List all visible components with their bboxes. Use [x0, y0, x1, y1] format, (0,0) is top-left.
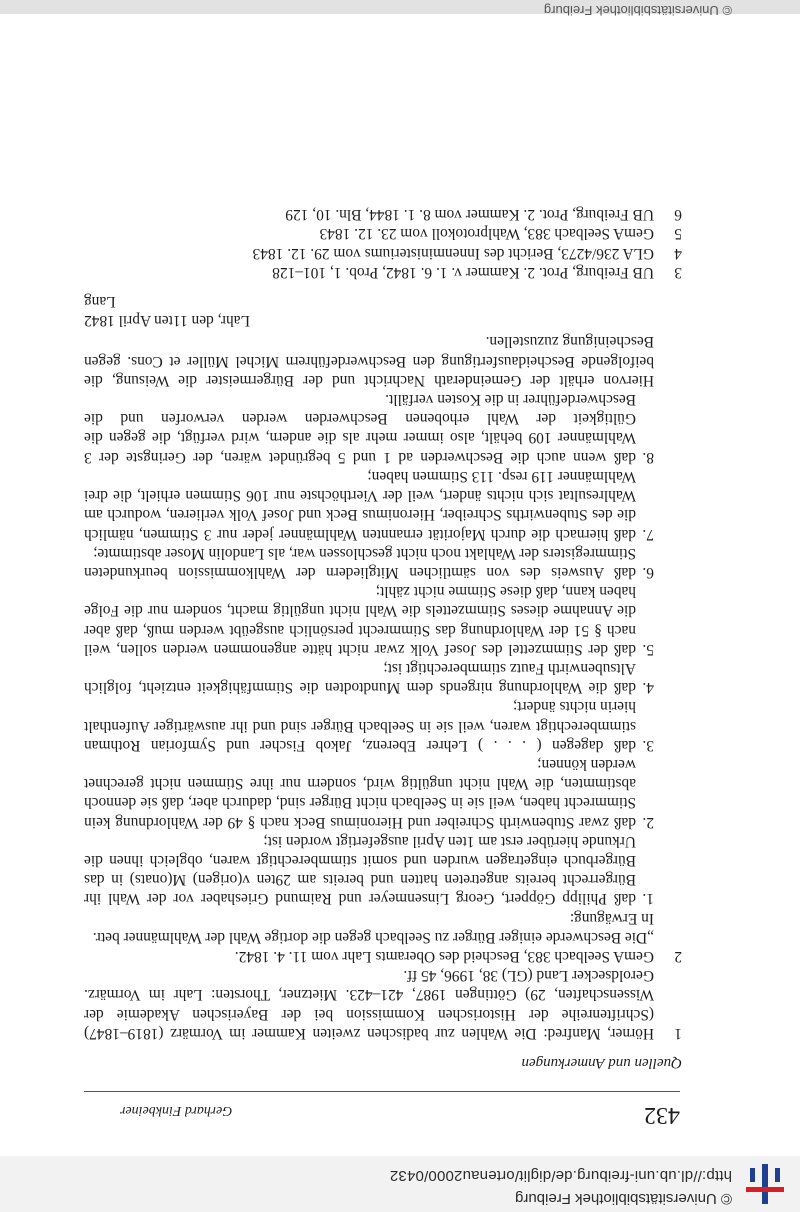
item-text: daß Philipp Göppert, Georg Linsenmeyer und Raimund Grieshaber vor der Wahl ihr Bürgerrecht bereits angetreten hatten und bereits am 29ten v(origen) M(onats) in das Bürgerbuch eingetragen wurden und somit stimmberechtigt waren, obgleich ihnen die Urkunde hierüber erst am 1ten April ausgefertigt worden ist; [84, 832, 636, 908]
note-5 [84, 224, 682, 243]
notes-body [84, 205, 682, 1072]
page-number: 432 [644, 1102, 680, 1128]
list-item [84, 390, 654, 467]
list-item [84, 467, 654, 544]
note-number: 3 [674, 263, 682, 281]
item-text: daß hiernach die durch Majorität ernannten Wahlmänner jeder nur 3 Stimmen, nämlich die des Stubenwirths Schreiber, Hieronimus Beck und Josef Volk verlieren, wodurch am Wahlresultat sich nichts ändert, weil der Vierthöchste nur 106 Stimmen erhielt, die drei Wahlmänner 119 resp. 113 Stimmen haben; [84, 467, 636, 543]
note-text: Hörner, Manfred: Die Wahlen zur badischen zweiten Kammer im Vormärz (1819–1847) (Schriftenreihe der Historischen Kommission bei der Bayerischen Akademie der Wissenschaften, 29) Göttingen 1987, 421–423. Mietzner, Thorsten: Lahr im Vormärz. Geroldsecker Land (GL) 38, 1996, 45 ff. [84, 967, 654, 1042]
item-text: daß die Wahlordnung nirgends dem Mundtodten die Stimmfähigkeit entzieht, folglich Altsubenwirth Fautz stimmberechtigt ist; [84, 659, 636, 697]
note-text: GemA Seelbach 383, Wahlprotokoll vom 23. 12. 1843 [319, 225, 654, 243]
item-text: daß wenn auch die Beschwerden ad 1 und 5 begründet wären, der Geringste der 3 Wahlmänner 109 behält, also immer mehr als die andern, wird verfügt, die gegen die Gültigkeit der Wahl erhobenen Beschwerden werden verworfen und die Beschwerdeführer in die Kosten verfällt. [84, 391, 636, 466]
footer-copyright: © Universitätsbibliothek Freiburg [543, 3, 732, 18]
item-text: daß zwar Stubenwirth Schreiber und Hieronimus Beck nach § 49 der Wahlordnung kein Stimmrecht haben, weil sie in Seelbach nicht Bürger sind, dadurch aber, daß sie dennoch abstimmten, die Wahl nicht ungültig wird, sondern nur ihre Stimmen nicht gerechnet werden können; [84, 755, 636, 831]
viewer-footer [0, 0, 800, 18]
note-number: 2 [674, 947, 682, 965]
item-text: daß dagegen ( . . . ) Lehrer Eberenz, Jakob Fischer und Symforian Rothman stimmberechtigt waren, weil sie in Seelbach Bürger sind und ihr auswärtiger Aufenthalt hierin nichts ändert; [84, 698, 636, 754]
list-item [84, 544, 654, 582]
list-item [84, 582, 654, 659]
item-number: 2. [642, 813, 654, 831]
erwaegung-heading: In Erwägung: [569, 909, 654, 927]
item-number: 3. [642, 736, 654, 754]
note-number: 1 [674, 1024, 682, 1042]
note-text: GLA 236/4273, Bericht des Innenministeriums vom 29. 12. 1843 [252, 244, 654, 262]
note-1 [84, 966, 682, 1043]
list-item [84, 832, 654, 909]
spacer [84, 282, 682, 292]
item-number: 7. [642, 525, 654, 543]
document-page [0, 14, 800, 1156]
item-text: daß Ausweis des von sämtlichen Mitgliedern der Wahlkommission beurkundeten Stimmregisters der Wahlakt noch nicht geschlossen war, als Landolin Moser abstimmte; [84, 544, 636, 581]
item-number: 8. [642, 448, 654, 466]
item-text: daß der Stimmzettel des Josef Volk zwar nicht hätte angenommen werden sollen, weil nach § 51 der Wahlordnung das Stimmrecht persönlich ausgeübt werden muß, daß aber die Annahme dieses Stimmzettels die Wahl nicht ungültig macht, sondern nur die Folge haben kann, daß diese Stimme nicht zählt; [84, 583, 636, 658]
note-6 [84, 205, 682, 224]
ub-freiburg-logo-icon [740, 1162, 790, 1206]
note-text: GemA Seelbach 383, Bescheid des Oberamts Lahr vom 11. 4. 1842. [234, 947, 654, 965]
running-head [120, 1094, 680, 1128]
list-item [84, 755, 654, 832]
permalink-url[interactable]: http://dl.ub.uni-freiburg.de/diglit/ortenau2000/0432 [389, 1167, 732, 1184]
viewer-header [0, 1155, 800, 1212]
note-number: 6 [674, 206, 682, 224]
place-date: Lahr, den 11ten April 1842 [84, 312, 250, 330]
closing-paragraph: Hiervon erhält der Gemeinderath Nachricht und der Bürgermeister die Weisung, die beifolgende Bescheidausfertigung den Beschwerdeführern Michel Müller et Cons. gegen Bescheinigung zuzustellen. [84, 333, 654, 389]
copyright-holder: © Universitätsbibliothek Freiburg [515, 1190, 732, 1207]
signature: Lang [84, 293, 116, 311]
item-number: 1. [642, 890, 654, 908]
quote-intro: „Die Beschwerde einiger Bürger zu Seelbach gegen die dortige Wahl der Wahlmänner betr. [92, 928, 654, 946]
running-head-author: Gerhard Finkbeiner [120, 1103, 233, 1118]
signoff [84, 292, 654, 330]
note-text: UB Freiburg, Prot. 2. Kammer vom 8. 1. 1844, Bln. 10, 129 [285, 206, 654, 224]
note-2 [84, 292, 682, 966]
note-text: UB Freiburg, Prot. 2. Kammer v. 1. 6. 1842, Prob. 1, 101–128 [272, 263, 654, 281]
header-rule [84, 1091, 680, 1092]
section-title: Quellen und Anmerkungen [521, 1055, 682, 1071]
list-item [84, 697, 654, 755]
list-item [84, 659, 654, 697]
item-number: 6. [642, 563, 654, 581]
note-number: 5 [674, 225, 682, 243]
note-4 [84, 243, 682, 262]
item-number: 4. [642, 679, 654, 697]
item-number: 5. [642, 640, 654, 658]
note-number: 4 [674, 244, 682, 262]
note-3 [84, 263, 682, 282]
